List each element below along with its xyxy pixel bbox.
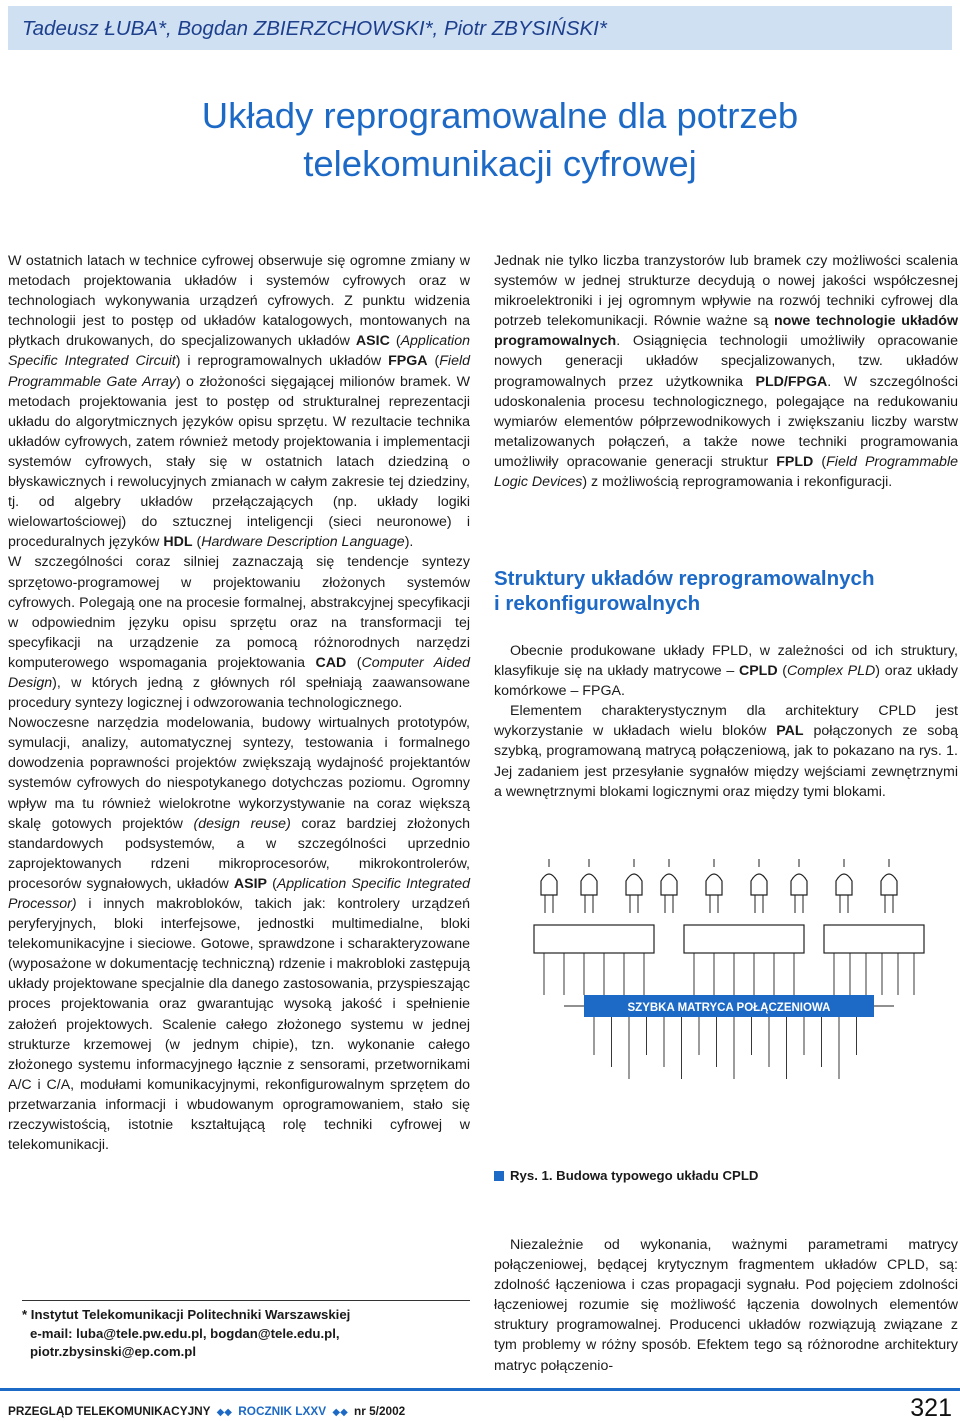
paragraph: Niezależnie od wykonania, ważnymi parametrami matrycy połączeniowej, będącej krytycznym fragmentem układów CPLD, są: zdolność łączeniowa i czas propagacji sygnału. Pod pojęciem zdolności łączeniowej rozumie się możliwość łączenia dowolnych elementów struktury programowalnej. Producenci układów rozwiązują związane z tym problemy w różny sposób. Efektem tego są różnorodne architektury matryc połączenio- <box>494 1237 958 1374</box>
left-column <box>8 251 470 1155</box>
diamond-icon: ◆◆ <box>216 1407 232 1418</box>
cpld-diagram <box>494 855 958 1155</box>
paragraph: Elementem charakterystycznym dla architektury CPLD jest wykorzystanie w układach wielu bloków PAL połączonych ze sobą szybką, programowaną matrycą połączeniową, jak to pokazano na rys. 1. Jej zadaniem jest przesyłanie sygnałów między wejściami zewnętrznymi a wewnętrznymi blokami logicznymi oraz między tymi blokami. <box>494 703 958 800</box>
affiliation <box>22 1306 470 1362</box>
cpld-diagram-svg <box>494 855 958 1155</box>
right-column-top <box>494 251 958 492</box>
logic-gate-icon <box>881 859 897 913</box>
footer-rule <box>0 1388 960 1391</box>
paragraph: Jednak nie tylko liczba tranzystorów lub bramek czy możliwości scalenia systemów w jednej strukturze decydują o nowej jakości współczesnej mikroelektroniki i jej ogromnym wpływie na rozwój techniki cyfrowej dla potrzeb telekomunikacji. Równie ważne są nowe technologie układów programowalnych. Osiągnięcia technologii umożliwiły opracowanie nowych generacji układów specjalizowanych, tzw. układów programowalnych przez użytkownika PLD/FPGA. W szczególności udoskonalenia procesu technologicznego, polegające na redukowaniu wymiarów elementów półprzewodnikowych i zwiększaniu liczby warstw metalizowanych połączeń, a także nowe techniki programowania umożliwiły opracowanie generacji struktur FPLD (Field Programmable Logic Devices) z możliwością reprogramowania i rekonfiguracji. <box>494 253 958 491</box>
right-column-bottom <box>494 1235 958 1376</box>
journal-name: PRZEGLĄD TELEKOMUNIKACYJNY <box>8 1404 211 1418</box>
authors: Tadeusz ŁUBA*, Bogdan ZBIERZCHOWSKI*, Piotr ZBYSIŃSKI* <box>22 17 607 40</box>
pal-block <box>684 925 804 953</box>
logic-gate-icon <box>791 859 807 913</box>
pal-block <box>824 925 924 953</box>
section-heading-line-2: i rekonfigurowalnych <box>494 592 701 615</box>
section-heading <box>494 566 958 616</box>
logic-gate-icon <box>836 859 852 913</box>
paragraph: W ostatnich latach w technice cyfrowej obserwuje się ogromne zmiany w metodach projektowania układów i systemów cyfrowych oraz w technologiach wykonywania urządzeń cyfrowych. Z punktu widzenia technologii jest to postęp od układów katalogowych, montowanych na płytkach drukowanych, do specjalizowanych układów ASIC (Application Specific Integrated Circuit) i reprogramowalnych układów FPGA (Field Programmable Gate Array) o złożoności sięgającej milionów bramek. W metodach projektowania jest to postęp od strukturalnej reprezentacji układu do algorytmicznych języków opisu sprzętu. W rezultacie technika układów cyfrowych, zatem również metody projektowania i implementacji systemów cyfrowych, stały się w ostatnich latach dziedziną o błyskawicznych i rewolucyjnych zmianach w całym zakresie tej dziedziny, tj. od algebry układów przełączających (np. układy logiki wielowartościowej) do sztucznej inteligencji (sieci neuronowe) i proceduralnych języków HDL (Hardware Description Language). <box>8 253 471 551</box>
affiliation-rule <box>22 1300 470 1301</box>
interconnect-matrix-label: SZYBKA MATRYCA POŁĄCZENIOWA <box>627 1002 831 1014</box>
page-footer <box>0 1384 960 1421</box>
paragraph: Nowoczesne narzędzia modelowania, budowy wirtualnych prototypów, symulacji, analizy, automatycznej syntezy, testowania i formalnego dowodzenia poprawności projektów zwiększają wydajność projektantów systemów cyfrowych do niespotykanego dotychczas poziomu. Ogromny wpływ ma tu również wielokrotne wykorzystywanie na coraz większą skalę gotowych projektów (design reuse) coraz bardziej złożonych standardowych podsystemów, a w szczególności uprzednio zaprojektowanych rdzeni mikroprocesorów, mikrokontrolerów, procesorów sygnałowych, układów ASIP (Application Specific Integrated Processor) i innych makrobloków, takich jak: kontrolery urządzeń peryferyjnych, bloki interfejsowe, jednostki multimedialne, bloki telekomunikacyjne i sieciowe. Gotowe, sprawdzone i scharakteryzowane (wyposażone w dokumentację techniczną) rdzenie i makrobloki zastępują układy projektowane specjalnie dla danego zastosowania, przyspieszając proces projektowania oraz gwarantując wysoką jakość i spełnienie założeń projektowych. Scalenie całego złożonego systemu w jednej strukturze krzemowej (w jednym chipie), tzn. wykonanie całego złożonego systemu informacyjnego łącznie z sensorami, przetwornikami A/C i C/A, modułami komunikacyjnymi, rekonfigurowalnym sprzętem do przetwarzania informacji i wbudowanym oprogramowaniem, stało się rzeczywistością, istotnie kształtującą rolę techniki cyfrowej w telekomunikacji. <box>8 715 470 1154</box>
footer-journal <box>8 1404 405 1418</box>
logic-gate-icon <box>706 859 722 913</box>
page-number: 321 <box>910 1394 952 1421</box>
paragraph: W szczególności coraz silniej zaznaczają się tendencje syntezy sprzętowo-programowej w projektowaniu złożonych systemów cyfrowych. Polegają one na procesie formalnej, abstrakcyjnej specyfikacji w odpowiednim języku opisu sprzętu oraz na transformacji tej specyfikacji na urządzenie za pomocą różnorodnych narzędzi komputerowego wspomagania projektowania CAD (Computer Aided Design), w których jedną z głównych ról spełniają zaawansowane procedury syntezy logicznej i odwzorowania technologicznego. <box>8 554 471 712</box>
affiliation-emails: e-mail: luba@tele.pw.edu.pl, bogdan@tele.edu.pl, <box>30 1325 340 1341</box>
logic-gate-icon <box>751 859 767 913</box>
author-bar <box>8 6 952 50</box>
logic-gate-icon <box>581 859 597 913</box>
article-title <box>120 92 880 188</box>
figure-caption: Rys. 1. Budowa typowego układu CPLD <box>494 1168 758 1183</box>
affiliation-emails-cont: piotr.zbysinski@ep.com.pl <box>30 1344 197 1360</box>
pal-block-group <box>534 859 924 953</box>
logic-gate-icon <box>541 859 557 913</box>
paragraph: Obecnie produkowane układy FPLD, w zależności od ich struktury, klasyfikuje się na układy matrycowe – CPLD (Complex PLD) oraz układy komórkowe – FPGA. <box>494 643 959 700</box>
diamond-icon: ◆◆ <box>332 1407 348 1418</box>
logic-gate-icon <box>626 859 642 913</box>
pal-block <box>534 925 654 953</box>
title-line-2: telekomunikacji cyfrowej <box>303 143 697 184</box>
journal-volume: ROCZNIK LXXV <box>238 1404 327 1418</box>
affiliation-institute: * Instytut Telekomunikacji Politechniki Warszawskiej <box>22 1307 351 1322</box>
journal-issue: nr 5/2002 <box>354 1404 406 1418</box>
title-line-1: Układy reprogramowalne dla potrzeb <box>201 95 799 136</box>
section-heading-line-1: Struktury układów reprogramowalnych <box>494 567 875 590</box>
right-column-mid <box>494 641 958 802</box>
logic-gate-icon <box>661 859 677 913</box>
caption-square-icon <box>494 1171 504 1181</box>
